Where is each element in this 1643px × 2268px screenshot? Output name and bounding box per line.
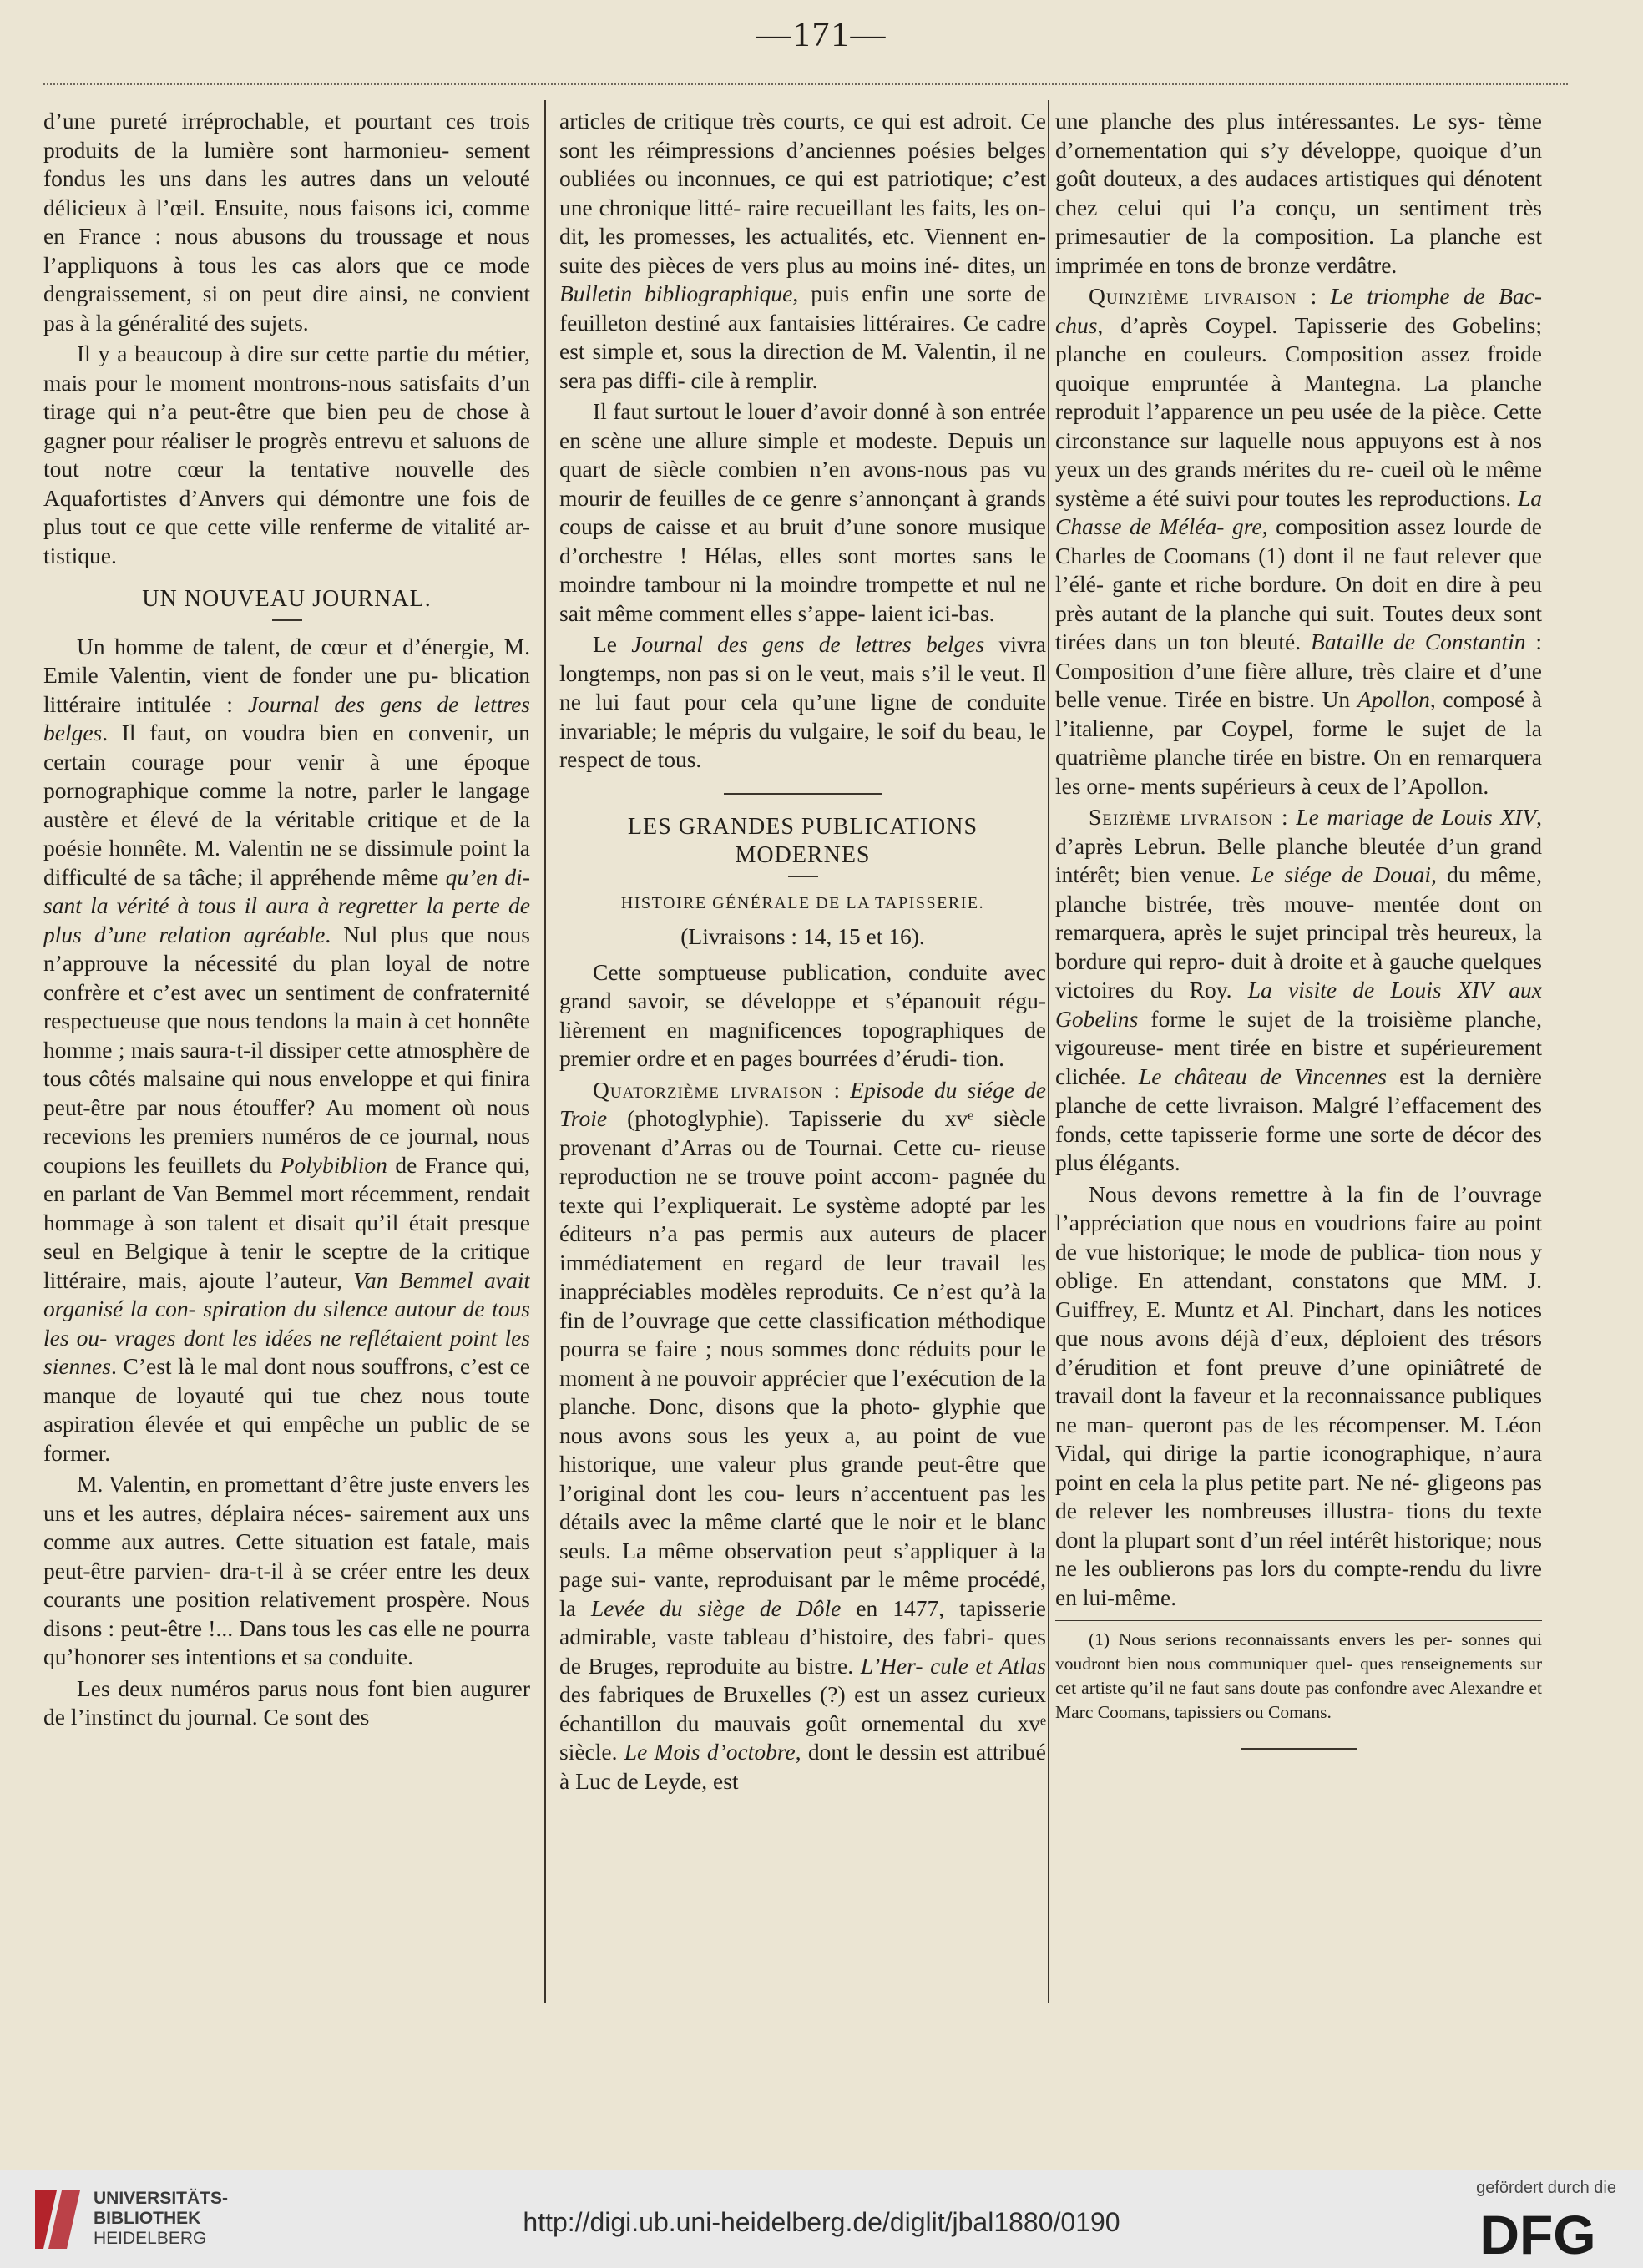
paragraph: Un homme de talent, de cœur et d’énergie, M. Emile Valentin, vient de fonder une pu- blication littéraire intitulée : Journal des gens de lettres belges. Il faut, on voudra bien en convenir, un certain courage pour venir à une époque pornographique comme la notre, parler le langage austère et élevé de la véritable critique et de la poésie honnête. M. Valentin ne se dissimule point la difficulté de sa tâche; il appréhende même qu’en di- sant la vérité à tous il aura à regretter la perte de plus d’une relation agréable. Nul plus que nous n’approuve la nécessité du plan loyal de notre confrère et c’est avec un sentiment de confraternité respectueuse que nous tendons la main à cet honnête homme ; mais saura-t-il dissiper cette atmosphère de tous côtés malsaine qui nous enveloppe et qui finira peut-être par nous étouffer? Au moment où nous recevions les premiers numéros de ce journal, nous coupions les feuillets du Polybiblion de France qui, en parlant de Van Bemmel mort récemment, rendait hommage à son talent et disait qu’il était presque seul en Belgique à tenir le sceptre de la critique littéraire, mais, ajoute l’auteur, Van Bemmel avait organisé la con- spiration du silence autour de tous les ou- vrages dont les idées ne reflétaient point les siennes. C’est là le mal dont nous souffrons, c’est ce manque de loyauté qui tue chez nous toute aspiration élevée et qui empêche un public de se former.	[43, 633, 530, 1466]
paragraph: Le Journal des gens de lettres belges vivra longtemps, non pas si on le veut, mais s’il le veut. Il ne lui faut pour cela qu’une ligne de conduite invariable; le mépris du vulgaire, le soif du beau, le respect de tous.	[559, 631, 1046, 772]
heading-dash	[272, 619, 302, 621]
paragraph: une planche des plus intéressantes. Le sys- tème d’ornementation qui s’y développe, quoique d’un goût douteux, a des audaces artistiques qui dénotent chez celui qui l’a conçu, un sentiment très primesautier de la composition. La planche est imprimée en tons de bronze verdâtre.	[1055, 108, 1542, 278]
paragraph: M. Valentin, en promettant d’être juste envers les uns et les autres, déplaira néces- sairement aux uns comme aux autres. Cette situation est fatale, mais peut-être parvien- dra-t-il à se créer entre les deux courants une position relativement prospère. Nous disons : peut-être !... Dans tous les cas elle ne pourra qu’honorer ses intentions et sa conduite.	[43, 1471, 530, 1669]
section-separator	[724, 793, 882, 795]
paragraph: Nous devons remettre à la fin de l’ouvrage l’appréciation que nous en voudrions faire au point de vue historique; le mode de publica- tion nous y oblige. En attendant, constatons que MM. J. Guiffrey, E. Muntz et Al. Pinchart, dans les notices que nous avons déjà d’eux, déploient des trésors d’érudition et font preuve d’une opiniâtreté de travail dont la faveur et la reconnaissance publiques ne man- queront pas de les récompenser. M. Léon Vidal, qui dirige la partie iconographique, n’aura point en cela la plus petite part. Ne né- gligeons pas de relever les nombreuses illustra- tions du texte dont la plupart sont d’un réel intérêt historique; nous ne les oublierons pas lors du compte-rendu du livre en lui-même.	[1055, 1180, 1542, 1610]
paragraph: Cette somptueuse publication, conduite avec grand savoir, se développe et s’épanouit régu- lièrement en magnificences topographiques de premier ordre et en pages bourrées d’érudi- tion.	[559, 958, 1046, 1071]
section-heading: LES GRANDES PUBLICATIONS MODERNES	[627, 813, 978, 868]
footnote-rule	[1055, 1620, 1542, 1621]
section-heading: UN NOUVEAU JOURNAL.	[142, 586, 432, 612]
end-rule	[1241, 1748, 1357, 1750]
column-2	[559, 107, 1046, 2006]
paragraph: Quatorzième livraison : Episode du siége de Troie (photoglyphie). Tapisserie du xvᵉ siècle provenant d’Arras ou de Tournai. Cette cu- rieuse reproduction ne se trouve point accom- pagnée du texte qui l’expliquerait. Le système adopté par les éditeurs n’a pas permis aux auteurs de placer immédiatement en regard de leur travail les inappréciables modèles reproduits. Ce n’est qu’à la fin de l’ouvrage que cette classification méthodique pourra se faire ; nous sommes donc réduits pour le moment à ne pouvoir apprécier que l’exécution de la planche. Donc, disons que la photo- glyphie que nous avons sous les yeux a, au point de vue historique, une valeur plus grande peut-être que l’original dont les cou- leurs n’accentuent pas les détails avec la même clarté que le noir et le blanc seuls. La même observation peut s’appliquer à la page sui- vante, reproduisant par le même procédé, la Levée du siège de Dôle en 1477, tapisserie admirable, vaste tableau d’histoire, des fabri- ques de Bruges, reproduite au bistre. L’Her- cule et Atlas des fabriques de Bruxelles (?) est un assez curieux échantillon du mauvais goût ornemental du xvᵉ siècle. Le Mois d’octobre, dont le dessin est attribué à Luc de Leyde, est	[559, 1076, 1046, 1794]
funding-note: gefördert durch die	[1476, 2179, 1616, 2197]
paragraph: Les deux numéros parus nous font bien augurer de l’instinct du journal. Ce sont des	[43, 1674, 530, 1730]
paragraph: Il faut surtout le louer d’avoir donné à son entrée en scène une allure simple et modeste. Depuis un quart de siècle combien n’en avons-nous pas vu mourir de feuilles de ce genre s’annonçant à grands coups de caisse et au bruit d’une sonore musique d’orchestre ! Hélas, elles sont mortes sans le moindre tambour ni la moindre trompette et nul ne sait même comment elles s’appe- laient ici-bas.	[559, 398, 1046, 626]
header-rule	[43, 83, 1568, 85]
university-library-name: UNIVERSITÄTS- BIBLIOTHEK HEIDELBERG	[94, 2189, 229, 2248]
document-permalink[interactable]: http://digi.ub.uni-heidelberg.de/diglit/jbal1880/0190	[523, 2207, 1120, 2237]
paragraph: Quinzième livraison : Le triomphe de Bac- chus, d’après Coypel. Tapisserie des Gobelins; planche en couleurs. Composition assez froide quoique empruntée à Mantegna. La planche reproduit l’apparence un peu usée de la pièce. Cette circonstance sur laquelle nous appuyons est à nos yeux un des grands mérites du re- cueil où le même système a été suivi pour toutes les reproductions. La Chasse de Méléa- gre, composition assez lourde de Charles de Coomans (1) dont il ne faut relever que l’élé- gante et riche bordure. On doit en dire à peu près autant de la planche qui suit. Toutes deux sont tirées dans un ton bleuté. Bataille de Constantin : Composition d’une fière allure, très claire et d’une belle venue. Tirée en bistre. Un Apollon, composé à l’italienne, par Coypel, forme le sujet de la quatrième planche tirée en bistre. On en remarquera les orne- ments supérieurs à ceux de l’Apollon.	[1055, 283, 1542, 799]
viewer-footer	[0, 2170, 1643, 2268]
heading-dash	[788, 876, 818, 877]
paragraph: Il y a beaucoup à dire sur cette partie du métier, mais pour le moment montrons-nous satisfaits d’un tirage qui n’a peut-être que bien peu de chose à gagner pour réaliser le progrès entrevu et saluons de tout notre cœur la tentative nouvelle des Aquafortistes d’Anvers qui démontre une fois de plus tout ce que cette ville renferme de vitalité ar- tistique.	[43, 341, 530, 568]
column-divider	[544, 100, 546, 2003]
dfg-logo-icon	[1459, 2205, 1616, 2260]
column-3	[1055, 107, 1542, 2006]
paragraph: d’une pureté irréprochable, et pourtant ces trois produits de la lumière sont harmonieu- sement fondus les uns dans les autres dans un velouté délicieux à l’œil. Ensuite, nous faisons ici, comme en France : nous abusons du troussage et nous l’appliquons à tous les cas alors que ce mode dengraissement, si on peut dire ainsi, ne convient pas à la généralité des sujets.	[43, 108, 530, 336]
issue-reference: (Livraisons : 14, 15 et 16).	[680, 923, 925, 949]
page-number: —171—	[756, 16, 887, 54]
footnote: (1) Nous serions reconnaissants envers les per- sonnes qui voudront bien nous communiquer quel- ques renseignements sur cet artiste qu’il ne faut sans doute pas confondre avec Alexandre et Marc Coomans, tapissiers ou Comans.	[1055, 1629, 1542, 1722]
subsection-heading: HISTOIRE GÉNÉRALE DE LA TAPISSERIE.	[620, 893, 985, 912]
dfg-logo-text: DFG	[1479, 2205, 1596, 2260]
column-1	[43, 107, 530, 2006]
paragraph: Seizième livraison : Le mariage de Louis XIV, d’après Lebrun. Belle planche bleutée d’un grand intérêt; bien venue. Le siége de Douai, du même, planche bistrée, très mouve- mentée dont on remarquera, après le sujet principal très heureux, la bordure qui repro- duit à droite et à gauche quelques victoires du Roy. La visite de Louis XIV aux Gobelins forme le sujet de la troisième planche, vigoureuse- ment tirée en bistre et supérieurement clichée. Le château de Vincennes est la dernière planche de cette livraison. Malgré l’effacement des fonds, cette tapisserie forme une sorte de décor des plus élégants.	[1055, 804, 1542, 1175]
column-divider	[1048, 100, 1049, 2003]
paragraph: articles de critique très courts, ce qui est adroit. Ce sont les réimpressions d’anciennes poésies belges oubliées ou inconnues, ce qui est patriotique; c’est une chronique litté- raire recueillant les faits, les on-dit, les promesses, les actualités, etc. Viennent en- suite des pièces de vers plus au moins iné- dites, un Bulletin bibliographique, puis enfin une sorte de feuilleton destiné aux fantaisies littéraires. Ce cadre est simple et, sous la direction de M. Valentin, il ne sera pas diffi- cile à remplir.	[559, 108, 1046, 393]
